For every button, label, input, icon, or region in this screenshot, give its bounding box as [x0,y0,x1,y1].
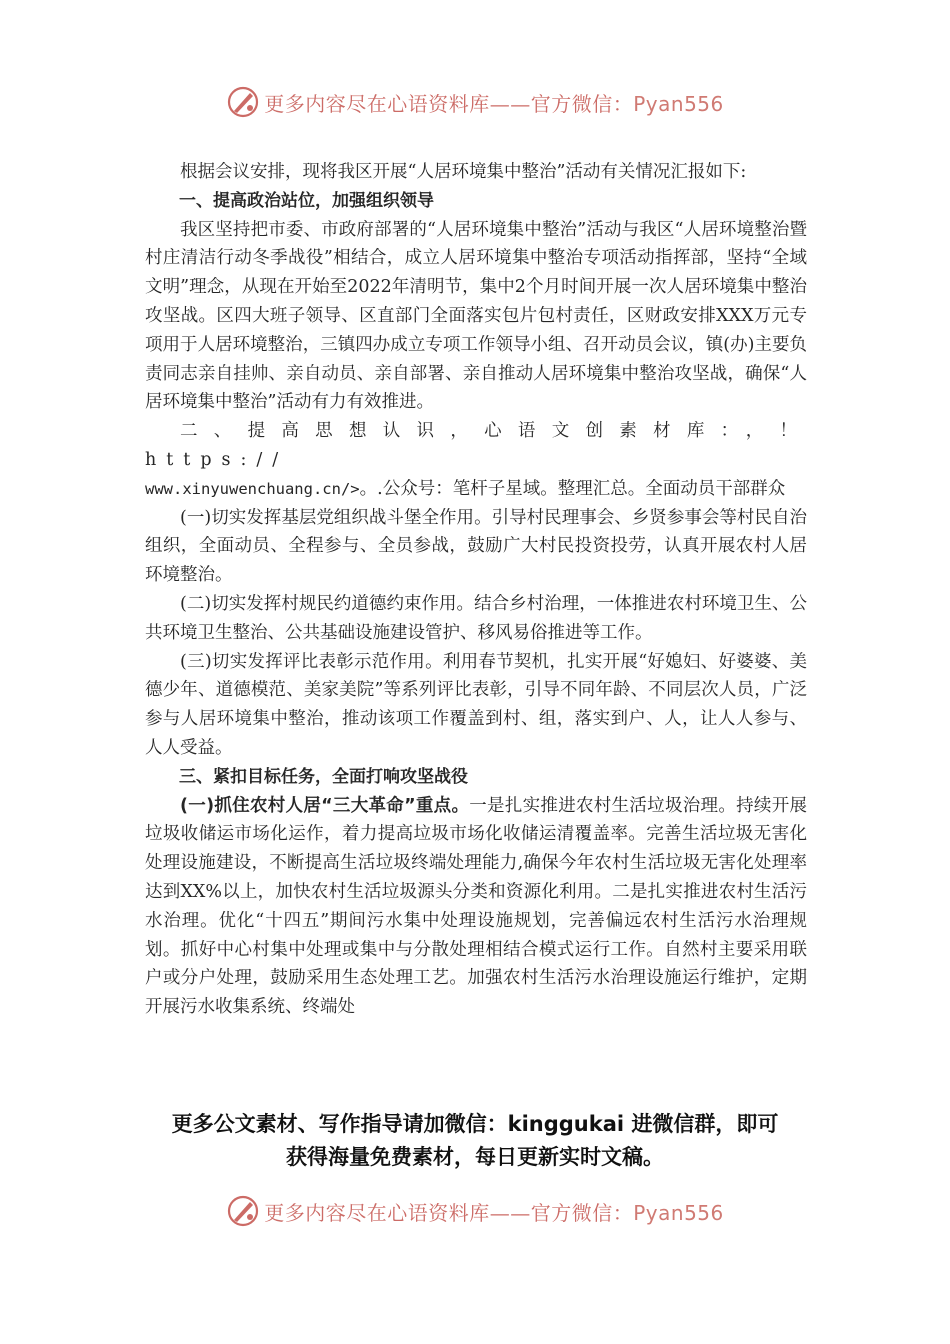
watermark-wechat-id: Pyan556 [633,1200,724,1225]
watermark-text [264,88,724,117]
section2-item-1: (一)切实发挥基层党组织战斗堡全作用。引导村民理事会、乡贤参事会等村民自治组织，全面动员、全程参与、全员参战，鼓励广大村民投资投劳，认真开展农村人居环境整治。 [145,507,807,586]
promo-block [0,1108,950,1174]
section1-heading: 一、提高政治站位，加强组织领导 [179,190,434,211]
source-url: www.xinyuwenchuang.cn/> [145,479,360,498]
intro-paragraph: 根据会议安排，现将我区开展“人居环境集中整治”活动有关情况汇报如下: [180,162,747,182]
watermark-text [264,1197,724,1226]
section3-item-1 [145,792,807,1022]
section3-item-1-lead: (一)抓住农村人居“三大革命”重点。 [180,795,470,816]
section1-paragraph: 我区坚持把市委、市政府部署的“人居环境集中整治”活动与我区“人居环境整治暨村庄清洁行动冬季战役”相结合，成立人居环境集中整治专项活动指挥部，坚持“全域文明”理念，从现在开始至2022年清明节，集中2个月时间开展一次人居环境集中整治攻坚战。区四大班子领导、区直部门全面落实包片包村责任，区财政安排XXX万元专项用于人居环境整治，三镇四办成立专项工作领导小组、召开动员会议，镇(办)主要负责同志亲自挂帅、亲自动员、亲自部署、亲自推动人居环境集中整治攻坚战，确保“人居环境集中整治”活动有力有效推进。 [145,219,807,413]
section3-item-1-body: 一是扎实推进农村生活垃圾治理。持续开展垃圾收储运市场化运作，着力提高垃圾市场化收储运清覆盖率。完善生活垃圾无害化处理设施建设，不断提高生活垃圾终端处理能力,确保今年农村生活垃圾无害化处理率达到XX%以上，加快农村生活垃圾源头分类和资源化利用。二是扎实推进农村生活污水治理。优化“十四五”期间污水集中处理设施规划，完善偏远农村生活污水治理规划。抓好中心村集中处理或集中与分散处理相结合模式运行工作。自然村主要采用联户或分户处理，鼓励采用生态处理工艺。加强农村生活污水治理设施运行维护，定期开展污水收集系统、终端处 [145,795,807,1018]
section3-heading: 三、紧扣目标任务，全面打响攻坚战役 [179,766,468,787]
watermark-banner-bottom [0,1191,950,1231]
section2-heading-cont [145,475,807,504]
promo-line-1: 更多公文素材、写作指导请加微信：kinggukai 进微信群，即可 [171,1112,779,1136]
section2-heading-rest: 。.公众号：笔杆子星域。整理汇总。全面动员干部群众 [359,478,786,499]
section2-heading-line: 二、提高思想认识，心语文创素材库：，！https:// [145,421,807,470]
section2-item-3: (三)切实发挥评比表彰示范作用。利用春节契机，扎实开展“好媳妇、好婆婆、美德少年、道德模范、美家美院”等系列评比表彰，引导不同年龄、不同层次人员，广泛参与人居环境集中整治，推动该项工作覆盖到村、组，落实到户、人，让人人参与、人人受益。 [145,651,807,758]
document-body [145,158,807,1022]
watermark-banner-top [0,82,950,122]
section2-item-2: (二)切实发挥村规民约道德约束作用。结合乡村治理，一体推进农村环境卫生、公共环境卫生整治、公共基础设施建设管护、移风易俗推进等工作。 [145,593,807,643]
watermark-wechat-id: Pyan556 [633,91,724,116]
watermark-prefix: 更多内容尽在心语资料库——官方微信： [264,91,634,116]
watermark-prefix: 更多内容尽在心语资料库——官方微信： [264,1200,634,1225]
pen-nib-circle-icon [226,1194,260,1228]
promo-line-2: 获得海量免费素材，每日更新实时文稿。 [286,1145,664,1169]
pen-nib-circle-icon [226,85,260,119]
